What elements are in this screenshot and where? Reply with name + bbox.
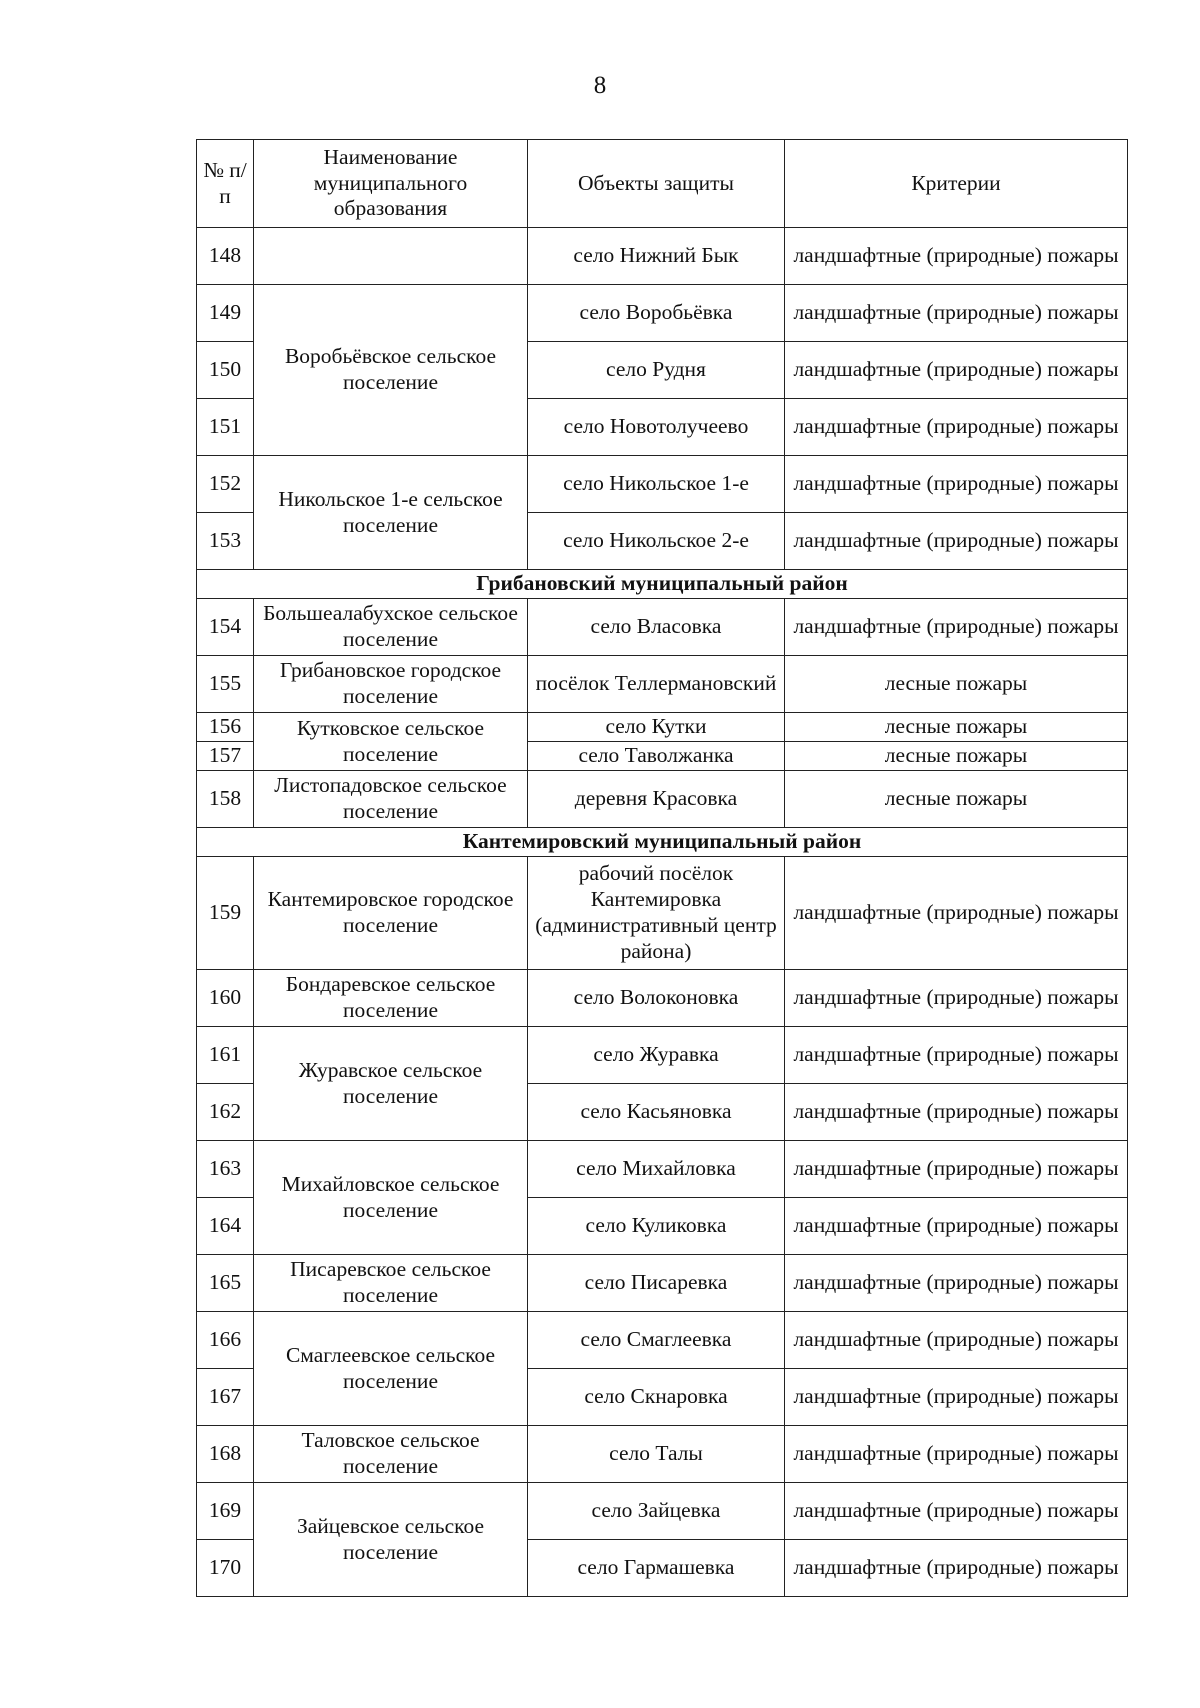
row-number: 155 bbox=[197, 656, 254, 713]
table-row bbox=[197, 1483, 1128, 1540]
district-heading-row bbox=[197, 570, 1128, 599]
municipality-cell: Кутковское сельское поселение bbox=[254, 713, 528, 771]
protection-object-cell: село Воробьёвка bbox=[528, 285, 785, 342]
table-row bbox=[197, 1027, 1128, 1084]
row-number: 162 bbox=[197, 1084, 254, 1141]
criteria-cell: ландшафтные (природные) пожары bbox=[785, 456, 1128, 513]
criteria-cell: ландшафтные (природные) пожары bbox=[785, 1141, 1128, 1198]
criteria-cell: ландшафтные (природные) пожары bbox=[785, 1198, 1128, 1255]
criteria-cell: ландшафтные (природные) пожары bbox=[785, 399, 1128, 456]
table-row bbox=[197, 456, 1128, 513]
criteria-cell: ландшафтные (природные) пожары bbox=[785, 1255, 1128, 1312]
protection-object-cell: рабочий посёлок Кантемировка (административный центр района) bbox=[528, 857, 785, 970]
table-row bbox=[197, 771, 1128, 828]
municipality-cell: Смаглеевское сельское поселение bbox=[254, 1312, 528, 1426]
municipality-cell: Воробьёвское сельское поселение bbox=[254, 285, 528, 456]
criteria-cell: ландшафтные (природные) пожары bbox=[785, 1540, 1128, 1597]
protection-object-cell: село Куликовка bbox=[528, 1198, 785, 1255]
table-row bbox=[197, 857, 1128, 970]
municipality-cell bbox=[254, 228, 528, 285]
protection-object-cell: село Зайцевка bbox=[528, 1483, 785, 1540]
criteria-cell: ландшафтные (природные) пожары bbox=[785, 857, 1128, 970]
header-criteria: Критерии bbox=[785, 140, 1128, 228]
row-number: 166 bbox=[197, 1312, 254, 1369]
protection-object-cell: село Рудня bbox=[528, 342, 785, 399]
row-number: 154 bbox=[197, 599, 254, 656]
row-number: 160 bbox=[197, 970, 254, 1027]
protection-object-cell: село Кутки bbox=[528, 713, 785, 742]
protection-object-cell: село Михайловка bbox=[528, 1141, 785, 1198]
protection-object-cell: село Никольское 1-е bbox=[528, 456, 785, 513]
table-row bbox=[197, 970, 1128, 1027]
row-number: 165 bbox=[197, 1255, 254, 1312]
table-body bbox=[197, 228, 1128, 1597]
table-header-row bbox=[197, 140, 1128, 228]
municipality-cell: Большеалабухское сельское поселение bbox=[254, 599, 528, 656]
row-number: 170 bbox=[197, 1540, 254, 1597]
page-number: 8 bbox=[593, 72, 607, 99]
row-number: 156 bbox=[197, 713, 254, 742]
municipality-cell: Писаревское сельское поселение bbox=[254, 1255, 528, 1312]
row-number: 153 bbox=[197, 513, 254, 570]
row-number: 168 bbox=[197, 1426, 254, 1483]
row-number: 158 bbox=[197, 771, 254, 828]
municipality-cell: Листопадовское сельское поселение bbox=[254, 771, 528, 828]
criteria-cell: ландшафтные (природные) пожары bbox=[785, 513, 1128, 570]
row-number: 159 bbox=[197, 857, 254, 970]
criteria-cell: ландшафтные (природные) пожары bbox=[785, 1426, 1128, 1483]
protection-object-cell: село Талы bbox=[528, 1426, 785, 1483]
protection-object-cell: село Скнаровка bbox=[528, 1369, 785, 1426]
table-row bbox=[197, 1312, 1128, 1369]
protection-object-cell: село Новотолучеево bbox=[528, 399, 785, 456]
criteria-cell: ландшафтные (природные) пожары bbox=[785, 285, 1128, 342]
row-number: 161 bbox=[197, 1027, 254, 1084]
table-row bbox=[197, 1255, 1128, 1312]
criteria-cell: ландшафтные (природные) пожары bbox=[785, 1084, 1128, 1141]
table-row bbox=[197, 1141, 1128, 1198]
protection-object-cell: село Волоконовка bbox=[528, 970, 785, 1027]
protection-objects-table bbox=[196, 139, 1128, 1597]
criteria-cell: ландшафтные (природные) пожары bbox=[785, 342, 1128, 399]
row-number: 164 bbox=[197, 1198, 254, 1255]
municipality-cell: Михайловское сельское поселение bbox=[254, 1141, 528, 1255]
table-row bbox=[197, 713, 1128, 742]
protection-object-cell: деревня Красовка bbox=[528, 771, 785, 828]
table-row bbox=[197, 285, 1128, 342]
criteria-cell: ландшафтные (природные) пожары bbox=[785, 1312, 1128, 1369]
protection-object-cell: село Таволжанка bbox=[528, 742, 785, 771]
municipality-cell: Журавское сельское поселение bbox=[254, 1027, 528, 1141]
municipality-cell: Зайцевское сельское поселение bbox=[254, 1483, 528, 1597]
protection-object-cell: село Никольское 2-е bbox=[528, 513, 785, 570]
protection-object-cell: посёлок Теллермановский bbox=[528, 656, 785, 713]
criteria-cell: ландшафтные (природные) пожары bbox=[785, 1483, 1128, 1540]
protection-object-cell: село Власовка bbox=[528, 599, 785, 656]
district-heading: Грибановский муниципальный район bbox=[197, 570, 1128, 599]
header-num: № п/п bbox=[197, 140, 254, 228]
row-number: 157 bbox=[197, 742, 254, 771]
criteria-cell: лесные пожары bbox=[785, 656, 1128, 713]
municipality-cell: Никольское 1-е сельское поселение bbox=[254, 456, 528, 570]
row-number: 149 bbox=[197, 285, 254, 342]
district-heading: Кантемировский муниципальный район bbox=[197, 828, 1128, 857]
row-number: 167 bbox=[197, 1369, 254, 1426]
protection-object-cell: село Гармашевка bbox=[528, 1540, 785, 1597]
criteria-cell: лесные пожары bbox=[785, 742, 1128, 771]
table-row bbox=[197, 228, 1128, 285]
row-number: 169 bbox=[197, 1483, 254, 1540]
municipality-cell: Грибановское городское поселение bbox=[254, 656, 528, 713]
criteria-cell: ландшафтные (природные) пожары bbox=[785, 599, 1128, 656]
municipality-cell: Кантемировское городское поселение bbox=[254, 857, 528, 970]
row-number: 148 bbox=[197, 228, 254, 285]
row-number: 151 bbox=[197, 399, 254, 456]
criteria-cell: ландшафтные (природные) пожары bbox=[785, 1369, 1128, 1426]
header-objects: Объекты защиты bbox=[528, 140, 785, 228]
row-number: 150 bbox=[197, 342, 254, 399]
protection-object-cell: село Касьяновка bbox=[528, 1084, 785, 1141]
row-number: 163 bbox=[197, 1141, 254, 1198]
protection-object-cell: село Журавка bbox=[528, 1027, 785, 1084]
row-number: 152 bbox=[197, 456, 254, 513]
table-row bbox=[197, 1426, 1128, 1483]
protection-object-cell: село Писаревка bbox=[528, 1255, 785, 1312]
criteria-cell: ландшафтные (природные) пожары bbox=[785, 228, 1128, 285]
protection-object-cell: село Смаглеевка bbox=[528, 1312, 785, 1369]
district-heading-row bbox=[197, 828, 1128, 857]
municipality-cell: Таловское сельское поселение bbox=[254, 1426, 528, 1483]
header-municipality: Наименование муниципального образования bbox=[254, 140, 528, 228]
criteria-cell: ландшафтные (природные) пожары bbox=[785, 970, 1128, 1027]
criteria-cell: ландшафтные (природные) пожары bbox=[785, 1027, 1128, 1084]
table-row bbox=[197, 599, 1128, 656]
protection-object-cell: село Нижний Бык bbox=[528, 228, 785, 285]
criteria-cell: лесные пожары bbox=[785, 713, 1128, 742]
municipality-cell: Бондаревское сельское поселение bbox=[254, 970, 528, 1027]
criteria-cell: лесные пожары bbox=[785, 771, 1128, 828]
table-row bbox=[197, 656, 1128, 713]
